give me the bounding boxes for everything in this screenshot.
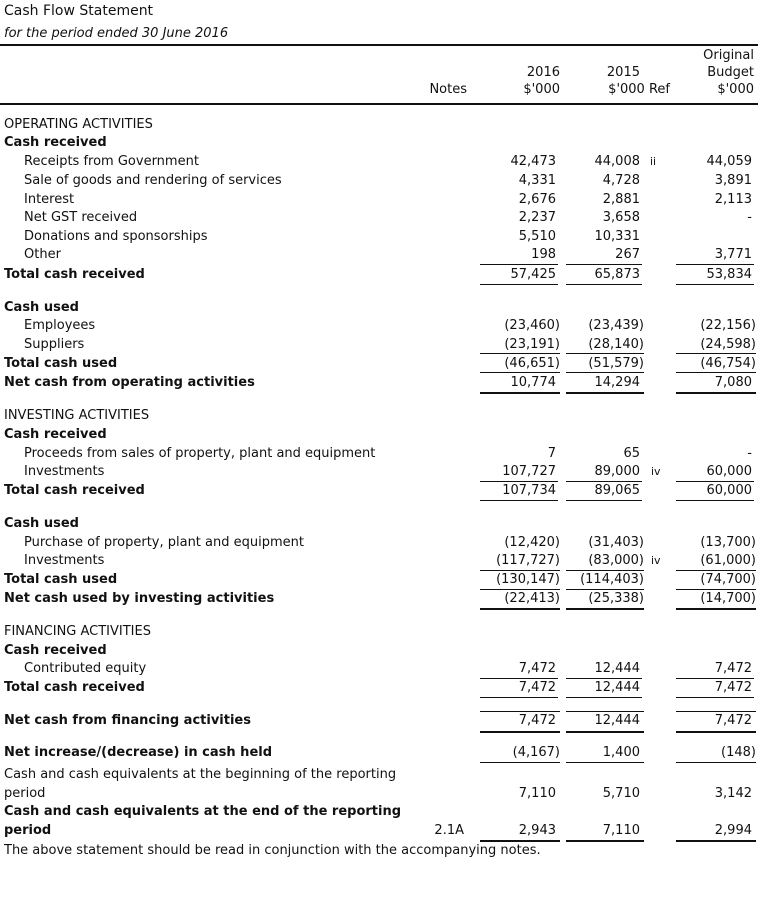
row-label: Total cash received bbox=[4, 680, 145, 695]
value-budget: (22,156) bbox=[700, 318, 756, 333]
value-budget: (13,700) bbox=[700, 535, 756, 550]
total-rule bbox=[566, 284, 642, 285]
subtotal-rule bbox=[676, 762, 756, 763]
value-budget: 7,472 bbox=[714, 713, 752, 728]
subheading-cash-received: Cash received bbox=[4, 427, 107, 442]
value-budget: (14,700) bbox=[700, 591, 756, 606]
value-2016: 10,774 bbox=[510, 375, 556, 390]
value-budget: 3,891 bbox=[714, 173, 752, 188]
value-2015: 89,000 bbox=[594, 464, 640, 479]
value-2015: 4,728 bbox=[602, 173, 640, 188]
header-bottom-rule bbox=[0, 103, 758, 105]
total-rule bbox=[566, 608, 644, 610]
value-2016: (22,413) bbox=[504, 591, 560, 606]
value-budget: (74,700) bbox=[700, 572, 756, 587]
ref-mark: ii bbox=[650, 155, 657, 168]
value-2016: 7,110 bbox=[518, 786, 556, 801]
note-ref: 2.1A bbox=[434, 823, 464, 838]
total-rule bbox=[566, 731, 644, 733]
section-heading-operating: OPERATING ACTIVITIES bbox=[4, 117, 153, 132]
row-label: Sale of goods and rendering of services bbox=[24, 173, 282, 188]
value-2016: 5,510 bbox=[518, 229, 556, 244]
subtotal-rule bbox=[676, 589, 756, 590]
total-rule bbox=[566, 697, 642, 698]
value-2016: 7,472 bbox=[518, 661, 556, 676]
subtotal-rule bbox=[480, 678, 558, 679]
row-label: Suppliers bbox=[24, 337, 85, 352]
value-2015: 3,658 bbox=[602, 210, 640, 225]
value-2015: 44,008 bbox=[594, 154, 640, 169]
value-2016: (130,147) bbox=[496, 572, 560, 587]
value-2015: 89,065 bbox=[594, 483, 640, 498]
value-2015: 267 bbox=[615, 247, 640, 262]
value-budget: 60,000 bbox=[706, 464, 752, 479]
value-2016: 198 bbox=[531, 247, 556, 262]
subtotal-rule bbox=[566, 762, 644, 763]
value-2015: (23,439) bbox=[588, 318, 644, 333]
value-2016: 2,676 bbox=[518, 192, 556, 207]
subtotal-rule bbox=[676, 264, 754, 265]
subtotal-rule bbox=[480, 570, 560, 571]
subtotal-rule bbox=[566, 678, 642, 679]
value-2015: (25,338) bbox=[588, 591, 644, 606]
subheading-cash-received: Cash received bbox=[4, 135, 107, 150]
row-label: Purchase of property, plant and equipment bbox=[24, 535, 304, 550]
ref-mark: iv bbox=[651, 465, 661, 478]
subtotal-rule bbox=[480, 372, 560, 373]
total-rule bbox=[676, 608, 756, 610]
value-2015: (51,579) bbox=[588, 356, 644, 371]
section-heading-investing: INVESTING ACTIVITIES bbox=[4, 408, 150, 423]
row-label: Employees bbox=[24, 318, 96, 333]
value-2016: (117,727) bbox=[496, 553, 560, 568]
subtotal-rule bbox=[676, 711, 756, 712]
total-rule bbox=[676, 840, 756, 842]
subtotal-rule bbox=[480, 711, 560, 712]
row-label: Receipts from Government bbox=[24, 154, 199, 169]
subtotal-rule bbox=[480, 264, 558, 265]
value-2015: 65 bbox=[623, 446, 640, 461]
row-label: Investments bbox=[24, 464, 105, 479]
value-2015: 12,444 bbox=[594, 661, 640, 676]
total-rule bbox=[480, 500, 558, 501]
value-2015: 5,710 bbox=[602, 786, 640, 801]
value-2016: 107,727 bbox=[502, 464, 556, 479]
col-header-2015-year: 2015 bbox=[606, 65, 640, 80]
value-budget: (24,598) bbox=[700, 337, 756, 352]
row-label: Proceeds from sales of property, plant and equipment bbox=[24, 446, 376, 461]
subtotal-rule bbox=[566, 264, 642, 265]
subtotal-rule bbox=[676, 678, 754, 679]
subtotal-rule bbox=[676, 481, 754, 482]
value-2015: 1,400 bbox=[602, 745, 640, 760]
row-label: Net increase/(decrease) in cash held bbox=[4, 745, 273, 760]
value-budget: 3,142 bbox=[714, 786, 752, 801]
row-label: Donations and sponsorships bbox=[24, 229, 208, 244]
ref-mark: iv bbox=[651, 554, 661, 567]
value-2015: 7,110 bbox=[602, 823, 640, 838]
section-heading-financing: FINANCING ACTIVITIES bbox=[4, 624, 151, 639]
subheading-cash-received: Cash received bbox=[4, 643, 107, 658]
row-label: Net cash used by investing activities bbox=[4, 591, 275, 606]
subtotal-rule bbox=[676, 372, 756, 373]
row-label: Investments bbox=[24, 553, 105, 568]
col-header-budget-2: Budget bbox=[707, 65, 754, 80]
value-budget: 60,000 bbox=[706, 483, 752, 498]
value-2016: (46,651) bbox=[504, 356, 560, 371]
subtotal-rule bbox=[480, 353, 560, 354]
value-2015: (83,000) bbox=[588, 553, 644, 568]
value-2016: (4,167) bbox=[512, 745, 560, 760]
row-label: Net cash from financing activities bbox=[4, 713, 251, 728]
subtotal-rule bbox=[676, 570, 756, 571]
value-budget: 44,059 bbox=[706, 154, 752, 169]
value-2016: 42,473 bbox=[510, 154, 556, 169]
footnote: The above statement should be read in conjunction with the accompanying notes. bbox=[4, 843, 541, 858]
value-budget: 7,472 bbox=[714, 661, 752, 676]
header-top-rule bbox=[0, 44, 758, 46]
col-header-notes: Notes bbox=[429, 82, 467, 97]
value-2016: (12,420) bbox=[504, 535, 560, 550]
total-rule bbox=[676, 392, 756, 394]
total-rule bbox=[566, 392, 644, 394]
total-rule bbox=[480, 731, 560, 733]
value-budget: (61,000) bbox=[700, 553, 756, 568]
row-label: Contributed equity bbox=[24, 661, 147, 676]
value-2015: 65,873 bbox=[594, 267, 640, 282]
value-2016: 4,331 bbox=[518, 173, 556, 188]
page-subtitle: for the period ended 30 June 2016 bbox=[4, 26, 229, 41]
value-budget: - bbox=[747, 210, 752, 225]
subtotal-rule bbox=[480, 762, 560, 763]
value-budget: (148) bbox=[721, 745, 756, 760]
value-2016: 57,425 bbox=[510, 267, 556, 282]
value-budget: 53,834 bbox=[706, 267, 752, 282]
value-budget: 7,080 bbox=[714, 375, 752, 390]
row-label-line2: period bbox=[4, 823, 52, 838]
subtotal-rule bbox=[566, 481, 642, 482]
value-2016: 2,943 bbox=[518, 823, 556, 838]
row-label: Total cash received bbox=[4, 267, 145, 282]
total-rule bbox=[566, 500, 642, 501]
value-2016: 7,472 bbox=[518, 680, 556, 695]
value-2016: 2,237 bbox=[518, 210, 556, 225]
subtotal-rule bbox=[566, 353, 644, 354]
total-rule bbox=[676, 731, 756, 733]
total-rule bbox=[480, 284, 558, 285]
subtotal-rule bbox=[676, 353, 756, 354]
row-label-line1: Cash and cash equivalents at the beginning of the reporting bbox=[4, 767, 397, 782]
value-2015: 10,331 bbox=[594, 229, 640, 244]
subheading-cash-used: Cash used bbox=[4, 300, 79, 315]
value-2015: 2,881 bbox=[602, 192, 640, 207]
row-label-line1: Cash and cash equivalents at the end of the reporting bbox=[4, 804, 402, 819]
value-2015: (28,140) bbox=[588, 337, 644, 352]
total-rule bbox=[676, 284, 754, 285]
subtotal-rule bbox=[566, 711, 644, 712]
value-2015: (114,403) bbox=[580, 572, 644, 587]
subtotal-rule bbox=[566, 570, 644, 571]
row-label: Total cash received bbox=[4, 483, 145, 498]
subtotal-rule bbox=[566, 372, 644, 373]
subheading-cash-used: Cash used bbox=[4, 516, 79, 531]
value-budget: 7,472 bbox=[714, 680, 752, 695]
value-2015: 14,294 bbox=[594, 375, 640, 390]
value-budget: - bbox=[747, 446, 752, 461]
col-header-2016-year: 2016 bbox=[526, 65, 560, 80]
page-title: Cash Flow Statement bbox=[4, 3, 154, 19]
value-2015: 12,444 bbox=[594, 713, 640, 728]
value-budget: (46,754) bbox=[700, 356, 756, 371]
col-header-budget-3: $'000 bbox=[717, 82, 754, 97]
value-2016: 7 bbox=[547, 446, 556, 461]
total-rule bbox=[676, 500, 754, 501]
subtotal-rule bbox=[480, 481, 558, 482]
value-2016: (23,460) bbox=[504, 318, 560, 333]
total-rule bbox=[480, 608, 560, 610]
value-2016: 7,472 bbox=[518, 713, 556, 728]
value-2016: (23,191) bbox=[504, 337, 560, 352]
row-label: Net cash from operating activities bbox=[4, 375, 255, 390]
total-rule bbox=[676, 697, 754, 698]
col-header-2016-unit: $'000 bbox=[523, 82, 560, 97]
col-header-budget-1: Original bbox=[703, 48, 754, 63]
value-budget: 2,113 bbox=[714, 192, 752, 207]
value-budget: 3,771 bbox=[714, 247, 752, 262]
total-rule bbox=[480, 392, 560, 394]
subtotal-rule bbox=[566, 589, 644, 590]
total-rule bbox=[480, 697, 558, 698]
row-label: Other bbox=[24, 247, 61, 262]
total-rule bbox=[480, 840, 560, 842]
value-2015: 12,444 bbox=[594, 680, 640, 695]
row-label: Net GST received bbox=[24, 210, 138, 225]
value-2015: (31,403) bbox=[588, 535, 644, 550]
subtotal-rule bbox=[480, 589, 560, 590]
total-rule bbox=[566, 840, 644, 842]
value-2016: 107,734 bbox=[502, 483, 556, 498]
row-label-line2: period bbox=[4, 786, 46, 801]
col-header-2015-unit: $'000 Ref bbox=[608, 82, 670, 97]
row-label: Total cash used bbox=[4, 572, 118, 587]
row-label: Interest bbox=[24, 192, 75, 207]
row-label: Total cash used bbox=[4, 356, 118, 371]
value-budget: 2,994 bbox=[714, 823, 752, 838]
